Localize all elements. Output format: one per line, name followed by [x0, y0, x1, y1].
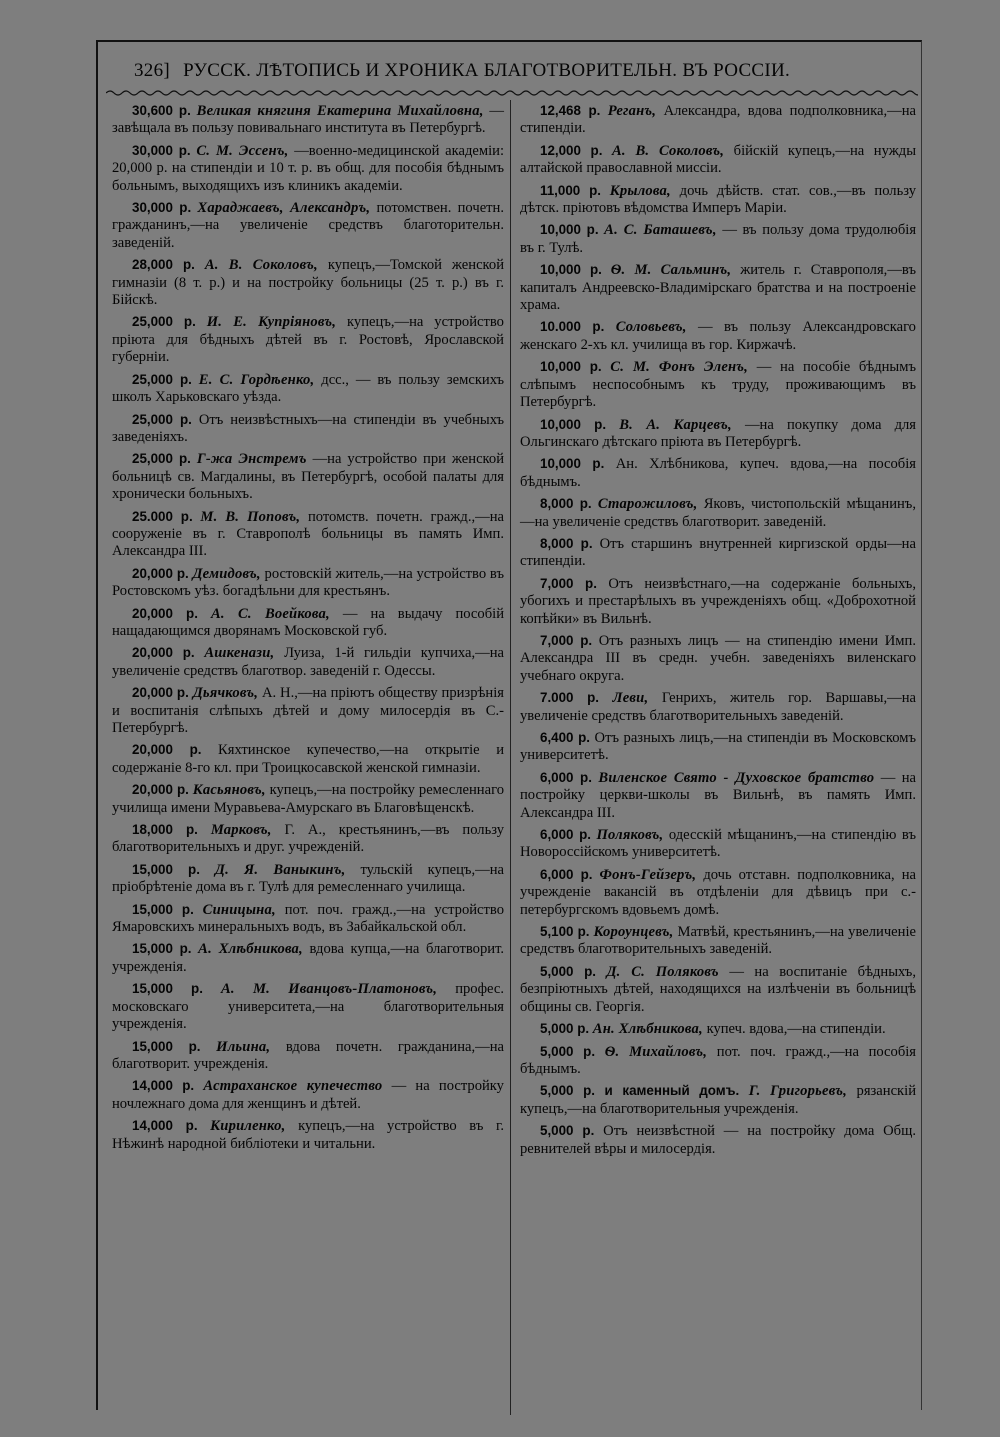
donation-amount: 11,000 р. [540, 182, 601, 198]
right-column [520, 102, 916, 1162]
donation-purpose: купецъ,—на устройство въ г. Нѣжинѣ народной библіотеки и читальни. [112, 1118, 504, 1152]
donation-purpose: дочь отставн. подполковника, на учрежденіе вакансій въ отдѣленіи для дѣвицъ при с.-петербургскомъ вдовьемъ домѣ. [520, 866, 916, 918]
donation-amount: 15,000 р. [132, 1038, 201, 1054]
donation-entry [520, 575, 916, 628]
running-title: РУССК. ЛѢТОПИСЬ И ХРОНИКА БЛАГОТВОРИТЕЛЬН. ВЪ РОССІИ. [183, 60, 791, 81]
donation-purpose: — въ пользу Александровскаго женскаго 2-хъ кл. училища въ гор. Киржачѣ. [520, 319, 916, 353]
donation-purpose: —завѣщала въ пользу повивальнаго института въ Петербургѣ. [112, 103, 504, 137]
donation-amount: 30,000 р. [132, 142, 191, 158]
donor-name: Короунцевъ, [593, 924, 674, 941]
donor-name: Реганъ, [607, 103, 657, 119]
donation-amount: 7.000 р. [540, 690, 599, 706]
donation-amount: 14,000 р. [132, 1078, 195, 1094]
donation-entry [520, 535, 916, 571]
donor-name: Соловьевъ, [615, 319, 687, 336]
donation-purpose: Матвѣй, крестьянинъ,—на увеличеніе средствъ благотворительныхъ заведеній. [520, 924, 916, 958]
donation-entry [520, 102, 916, 138]
donation-purpose: купеч. вдова,—на стипендіи. [706, 1021, 886, 1038]
donor-name: Виленское Свято - Духовское братство [598, 769, 875, 786]
donation-purpose: профес. московскаго университета,—на благотворительныя учрежденія. [112, 981, 505, 1033]
donation-entry [520, 1020, 916, 1038]
donation-entry [520, 826, 916, 862]
donation-entry [520, 261, 916, 314]
wavy-rule [106, 88, 918, 98]
donation-entry [520, 923, 916, 959]
donation-amount: 30,000 р. [132, 200, 192, 216]
donation-purpose: Ан. Хлѣбникова, купеч. вдова,—на пособія бѣднымъ. [520, 456, 917, 490]
donor-name: М. В. Поповъ, [200, 508, 301, 525]
donation-amount: 20,000 р. [132, 605, 198, 621]
donation-entry [112, 821, 504, 857]
donation-amount: 8,000 р. [540, 535, 593, 551]
donation-purpose: Отъ разныхъ лицъ,—на стипендіи въ Московскомъ университетѣ. [520, 730, 916, 764]
donation-purpose: — на постройку церкви-школы въ Вильнѣ, въ память Имп. Александра III. [520, 769, 917, 821]
donation-amount: 6,400 р. [540, 730, 591, 745]
donation-entry [520, 182, 916, 218]
donation-purpose: дочь дѣйств. стат. сов.,—въ пользу дѣтск. пріютовъ вѣдомства Имперъ Маріи. [520, 182, 916, 217]
donation-entry [520, 1043, 916, 1079]
donation-entry [112, 1038, 504, 1074]
donation-amount: 25,000 р. [132, 314, 196, 330]
donation-entry [520, 221, 916, 257]
donation-amount: 5,000 р. [540, 1123, 595, 1139]
donor-name: Г-жа Энстремъ [196, 451, 307, 468]
left-column [112, 102, 504, 1157]
donation-entry [520, 769, 916, 822]
donation-entry [520, 416, 916, 452]
donor-name: Хараджаевъ, Александръ, [197, 200, 371, 217]
donation-amount: 10.000 р. [540, 319, 605, 335]
donor-name: Г. Григорьевъ, [748, 1083, 847, 1100]
page-frame [96, 40, 922, 1410]
donation-entry [112, 142, 504, 195]
page-number: 326] [134, 60, 171, 81]
donation-amount: 25,000 р. [132, 371, 192, 387]
donation-amount: 20,000 р. [132, 645, 195, 661]
donor-name: А. М. Иванцовъ-Платоновъ, [220, 981, 438, 998]
donor-name: Кириленко, [210, 1118, 286, 1135]
donation-purpose: Отъ разныхъ лицъ — на стипендію имени Имп. Александра III въ средн. учебн. заведеніяхъ виленскаго учебнаго округа. [520, 632, 916, 684]
donation-amount: 6,000 р. [540, 769, 592, 785]
donation-amount: 15,000 р. [132, 981, 203, 997]
donation-entry [520, 963, 916, 1016]
donation-entry [520, 866, 916, 919]
donation-purpose: —на устройство при женской больницѣ св. Магдалины, въ Петербургѣ, особой палаты для хронически больныхъ. [112, 451, 505, 503]
donor-name: Старожиловъ, [597, 496, 698, 513]
donation-entry [520, 358, 916, 411]
donor-name: А. Хлѣбникова, [198, 941, 303, 958]
donation-purpose: дсс., — въ пользу земскихъ школъ Харьковскаго уѣзда. [112, 371, 505, 406]
donation-amount: 10,000 р. [540, 456, 605, 472]
donor-name: Ѳ. Михайловъ, [604, 1043, 708, 1060]
donation-purpose: одесскій мѣщанинъ,—на стипендію въ Новороссійскомъ университетѣ. [520, 827, 916, 861]
donation-entry [112, 684, 504, 737]
donation-amount: 20,000 р. [132, 782, 189, 798]
donation-amount: 5,000 р. [540, 1043, 596, 1059]
donor-name: Леви, [612, 690, 649, 707]
donation-purpose: —военно-медицинской академіи: 20,000 р. на стипендіи и 10 т. р. въ общ. для пособія бѣднымъ больнымъ, выходящихъ изъ клиникъ академіи. [112, 142, 505, 194]
donation-purpose: Яковъ, чистопольскій мѣщанинъ,—на увеличеніе средствъ благотворит. заведеній. [520, 496, 917, 530]
donation-purpose: купецъ,—на устройство пріюта для бѣдныхъ дѣтей въ г. Ростовѣ, Ярославской губерніи. [112, 314, 504, 366]
column-divider [510, 100, 511, 1415]
donation-amount: 10,000 р. [540, 222, 599, 238]
donation-purpose: купецъ,—на постройку ремесленнаго училища имени Муравьева-Амурскаго въ Благовѣщенскѣ. [112, 782, 504, 816]
donation-amount: 7,000 р. [540, 632, 593, 648]
donation-purpose: — на пособіе бѣднымъ слѣпымъ неспособнымъ къ труду, проживающимъ въ Петербургѣ. [520, 359, 917, 411]
donation-entry [112, 644, 504, 680]
donation-entry [112, 1117, 504, 1153]
donation-purpose: Отъ неизвѣстной — на постройку дома Общ. ревнителей вѣры и милосердія. [520, 1123, 916, 1157]
donation-purpose: тульскій купецъ,—на пріобрѣтеніе дома въ г. Тулѣ для ремесленнаго училища. [112, 861, 504, 896]
donation-purpose: житель г. Ставрополя,—въ капиталъ Андреевско-Владимірскаго братства и на построеніе храма. [520, 262, 916, 314]
donation-amount: 12,000 р. [540, 142, 603, 158]
donation-amount: 15,000 р. [132, 901, 194, 917]
donation-purpose: ростовскій житель,—на устройство въ Ростовскомъ уѣз. богадѣльни для крестьянъ. [112, 565, 504, 600]
donation-amount: 5,000 р. [540, 1021, 590, 1037]
donor-name: Ан. Хлѣбникова, [592, 1021, 703, 1038]
donation-purpose: А. Н.,—на пріютъ обществу призрѣнія и воспитанія слѣпыхъ дѣтей и дому милосердія въ С.-Петербургѣ. [112, 685, 504, 736]
donation-entry [112, 861, 504, 897]
donation-entry [112, 313, 504, 366]
donation-amount: 10,000 р. [540, 416, 607, 432]
donor-name: А. С. Баташевъ, [604, 222, 717, 239]
donation-entry [520, 455, 916, 491]
donor-name: И. Е. Купріяновъ, [206, 314, 337, 331]
donation-purpose: Г. А., крестьянинъ,—въ пользу благотворительныхъ и друг. учрежденій. [112, 822, 505, 856]
donor-name: С. М. Эссенъ, [196, 142, 289, 159]
donation-amount: 6,000 р. [540, 866, 593, 882]
donation-entry [112, 199, 504, 252]
donation-amount: 25,000 р. [132, 411, 192, 427]
donation-entry [112, 940, 504, 976]
donation-amount: 6,000 р. [540, 827, 591, 843]
donation-amount: 20,000 р. [132, 742, 202, 758]
donation-entry [112, 508, 504, 561]
donor-name: Касьяновъ, [192, 782, 266, 799]
donation-entry [520, 689, 916, 725]
donor-name: А. В. Соколовъ, [204, 257, 318, 274]
donation-purpose: Александра, вдова подполковника,—на стипендіи. [520, 103, 916, 137]
donation-amount: 20,000 р. [132, 685, 189, 701]
donation-entry [112, 102, 504, 138]
donor-name: Д. Я. Ваныкинъ, [214, 861, 346, 878]
donation-amount: 25,000 р. [132, 451, 191, 467]
donor-name: Поляковъ, [596, 827, 664, 844]
donation-entry [520, 632, 916, 685]
donation-amount: 8,000 р. [540, 496, 592, 512]
donor-name: Е. С. Гордѣенко, [198, 371, 315, 388]
donation-entry [112, 741, 504, 777]
donor-name: Фонъ-Гейзеръ, [599, 866, 697, 883]
donation-entry [112, 1077, 504, 1113]
donation-purpose: — на воспитаніе бѣдныхъ, безпріютныхъ дѣтей, находящихся на излѣченіи въ больницѣ общины св. Георгія. [520, 963, 916, 1015]
donation-purpose: Отъ неизвѣстныхъ—на стипендіи въ учебныхъ заведеніяхъ. [112, 411, 504, 445]
donation-purpose: Луиза, 1-й гильдіи купчиха,—на увеличеніе средствъ благотвор. заведеній г. Одессы. [112, 645, 505, 679]
donation-amount: 10,000 р. [540, 359, 602, 375]
donation-amount: 12,468 р. [540, 103, 601, 118]
donation-entry [112, 450, 504, 503]
donation-purpose: купецъ,—Томской женской гимназіи (8 т. р.) и на постройку больницы (25 т. р.) въ г. Бійскѣ. [112, 257, 505, 309]
donor-name: Д. С. Поляковъ [606, 963, 719, 980]
donation-entry [520, 1082, 916, 1118]
donation-entry [112, 371, 504, 407]
donation-purpose: потомствен. почетн. гражданинъ,—на увеличеніе средствъ благоторительн. заведеній. [112, 200, 505, 251]
donation-purpose: — на выдачу пособій нащадающимся дворянамъ Московской губ. [112, 605, 505, 639]
donor-name: В. А. Карцевъ, [619, 416, 732, 433]
donation-amount: 14,000 р. [132, 1118, 198, 1134]
donor-name: Демидовъ, [192, 565, 261, 582]
donor-name: А. С. Воейкова, [210, 605, 330, 622]
donation-purpose: — на постройку ночлежнаго дома для женщинъ и дѣтей. [112, 1078, 504, 1112]
donation-purpose: пот. поч. гражд.,—на устройство Ямаровскихъ минеральныхъ водъ, въ Забайкальской обл. [112, 901, 504, 936]
donor-name: С. М. Фонъ Эленъ, [610, 359, 749, 376]
donation-purpose: Отъ неизвѣстнаго,—на содержаніе больныхъ, убогихъ и престарѣлыхъ въ учрежденіяхъ общ. «Доброхотной копѣйки» въ Вильнѣ. [520, 575, 916, 627]
donation-entry [112, 605, 504, 641]
donation-purpose: вдова купца,—на благотворит. учрежденія. [112, 941, 505, 975]
donation-purpose: вдова почетн. гражданина,—на благотворит. учрежденія. [112, 1038, 505, 1072]
donation-entry [520, 318, 916, 354]
donation-amount: 25.000 р. [132, 508, 193, 524]
donor-name: Дьячковъ, [192, 685, 259, 702]
donation-amount: 10,000 р. [540, 262, 602, 278]
donation-amount: 15,000 р. [132, 941, 192, 957]
donor-name: Ашкенази, [204, 645, 275, 662]
donation-purpose: —на покупку дома для Ольгинскаго дѣтскаго пріюта въ Петербургѣ. [520, 416, 916, 450]
donation-entry [112, 901, 504, 937]
donation-amount: 18,000 р. [132, 822, 198, 838]
donor-name: Великая княгиня Екатерина Михайловна, [196, 103, 484, 119]
donation-amount: 5,000 р. [540, 963, 596, 979]
donation-entry [112, 411, 504, 447]
donation-amount: 30,600 р. [132, 103, 191, 118]
donation-amount: 20,000 р. [132, 565, 189, 581]
donation-purpose: Генрихъ, житель гор. Варшавы,—на увеличеніе средствъ благотворительныхъ заведеній. [520, 690, 916, 724]
donation-purpose: пот. поч. гражд.,—на пособія бѣднымъ. [520, 1043, 917, 1077]
running-header [134, 60, 894, 82]
donation-entry [112, 781, 504, 817]
donation-amount: 28,000 р. [132, 257, 195, 273]
donor-name: Марковъ, [210, 822, 272, 839]
donor-name: Астраханское купечество [203, 1078, 383, 1095]
donation-amount: 5,100 р. [540, 924, 590, 940]
donation-amount: 7,000 р. [540, 575, 597, 591]
donation-purpose: потомств. почетн. гражд.,—на сооруженіе въ г. Ставрополѣ больницы въ память Имп. Александра III. [112, 508, 504, 560]
donation-entry [520, 495, 916, 531]
donation-purpose: Кяхтинское купечество,—на открытіе и содержаніе 8-го кл. при Троицкосавской женской гимназіи. [112, 742, 504, 776]
donation-entry [112, 256, 504, 309]
donor-name: Ѳ. М. Сальминъ, [610, 262, 732, 279]
donation-entry [112, 565, 504, 601]
donation-purpose: — въ пользу дома трудолюбія въ г. Тулѣ. [520, 222, 917, 256]
donation-purpose: Отъ старшинъ внутренней киргизской орды—на стипендіи. [520, 535, 916, 570]
donation-purpose: бійскій купецъ,—на нужды алтайской православной миссіи. [520, 142, 917, 177]
donation-entry [520, 1122, 916, 1158]
donor-name: А. В. Соколовъ, [611, 142, 725, 159]
donation-entry [520, 729, 916, 765]
donor-name: Ильина, [216, 1038, 271, 1055]
donation-amount: 15,000 р. [132, 861, 200, 877]
donation-entry [520, 142, 916, 178]
donor-name: Крылова, [609, 182, 671, 199]
donor-name: Синицына, [202, 901, 276, 918]
donation-entry [112, 980, 504, 1033]
donation-amount: 5,000 р. и каменный домъ. [540, 1083, 740, 1099]
donation-purpose: рязанскій купецъ,—на благотворительныя учрежденія. [520, 1083, 917, 1117]
